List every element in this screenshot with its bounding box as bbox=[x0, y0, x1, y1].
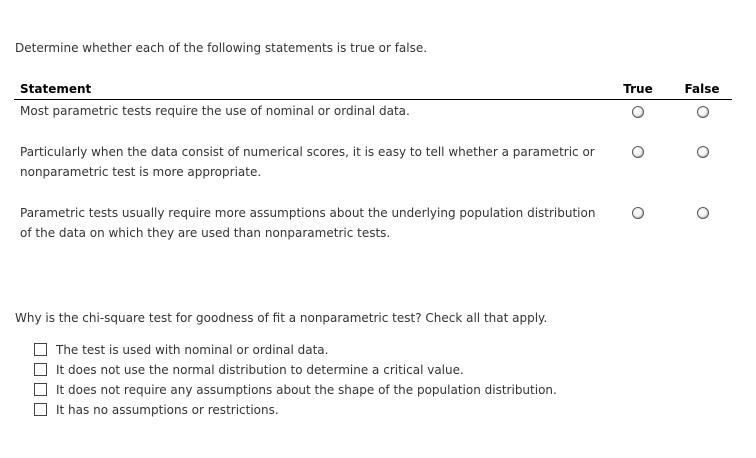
header-false: False bbox=[684, 82, 720, 96]
true-radio[interactable] bbox=[632, 207, 644, 219]
option-label[interactable]: It has no assumptions or restrictions. bbox=[56, 403, 279, 417]
option-label[interactable]: It does not require any assumptions about the shape of the population distribution. bbox=[56, 383, 557, 397]
table-row bbox=[14, 100, 732, 140]
question-text: Why is the chi-square test for goodness of fit a nonparametric test? Check all that apply. bbox=[15, 311, 548, 325]
statement-text: Most parametric tests require the use of nominal or ordinal data. bbox=[20, 104, 410, 118]
header-statement: Statement bbox=[20, 82, 92, 96]
true-radio[interactable] bbox=[632, 146, 644, 158]
table-row bbox=[14, 201, 732, 261]
option-checkbox[interactable] bbox=[34, 383, 47, 396]
true-radio[interactable] bbox=[632, 106, 644, 118]
statement-text: Parametric tests usually require more assumptions about the underlying population distribution of the data on which they are used than nonparametric tests. bbox=[20, 206, 596, 240]
true-false-table bbox=[14, 80, 732, 261]
false-radio[interactable] bbox=[697, 146, 709, 158]
false-radio[interactable] bbox=[697, 207, 709, 219]
table-row bbox=[14, 140, 732, 201]
table-header bbox=[14, 80, 732, 100]
header-true: True bbox=[623, 82, 653, 96]
option-label[interactable]: It does not use the normal distribution to determine a critical value. bbox=[56, 363, 464, 377]
instruction-text: Determine whether each of the following statements is true or false. bbox=[15, 41, 428, 55]
option-label[interactable]: The test is used with nominal or ordinal data. bbox=[56, 343, 329, 357]
statement-text: Particularly when the data consist of numerical scores, it is easy to tell whether a parametric or nonparametric test is more appropriate. bbox=[20, 145, 595, 179]
option-checkbox[interactable] bbox=[34, 403, 47, 416]
option-checkbox[interactable] bbox=[34, 343, 47, 356]
option-checkbox[interactable] bbox=[34, 363, 47, 376]
false-radio[interactable] bbox=[697, 106, 709, 118]
